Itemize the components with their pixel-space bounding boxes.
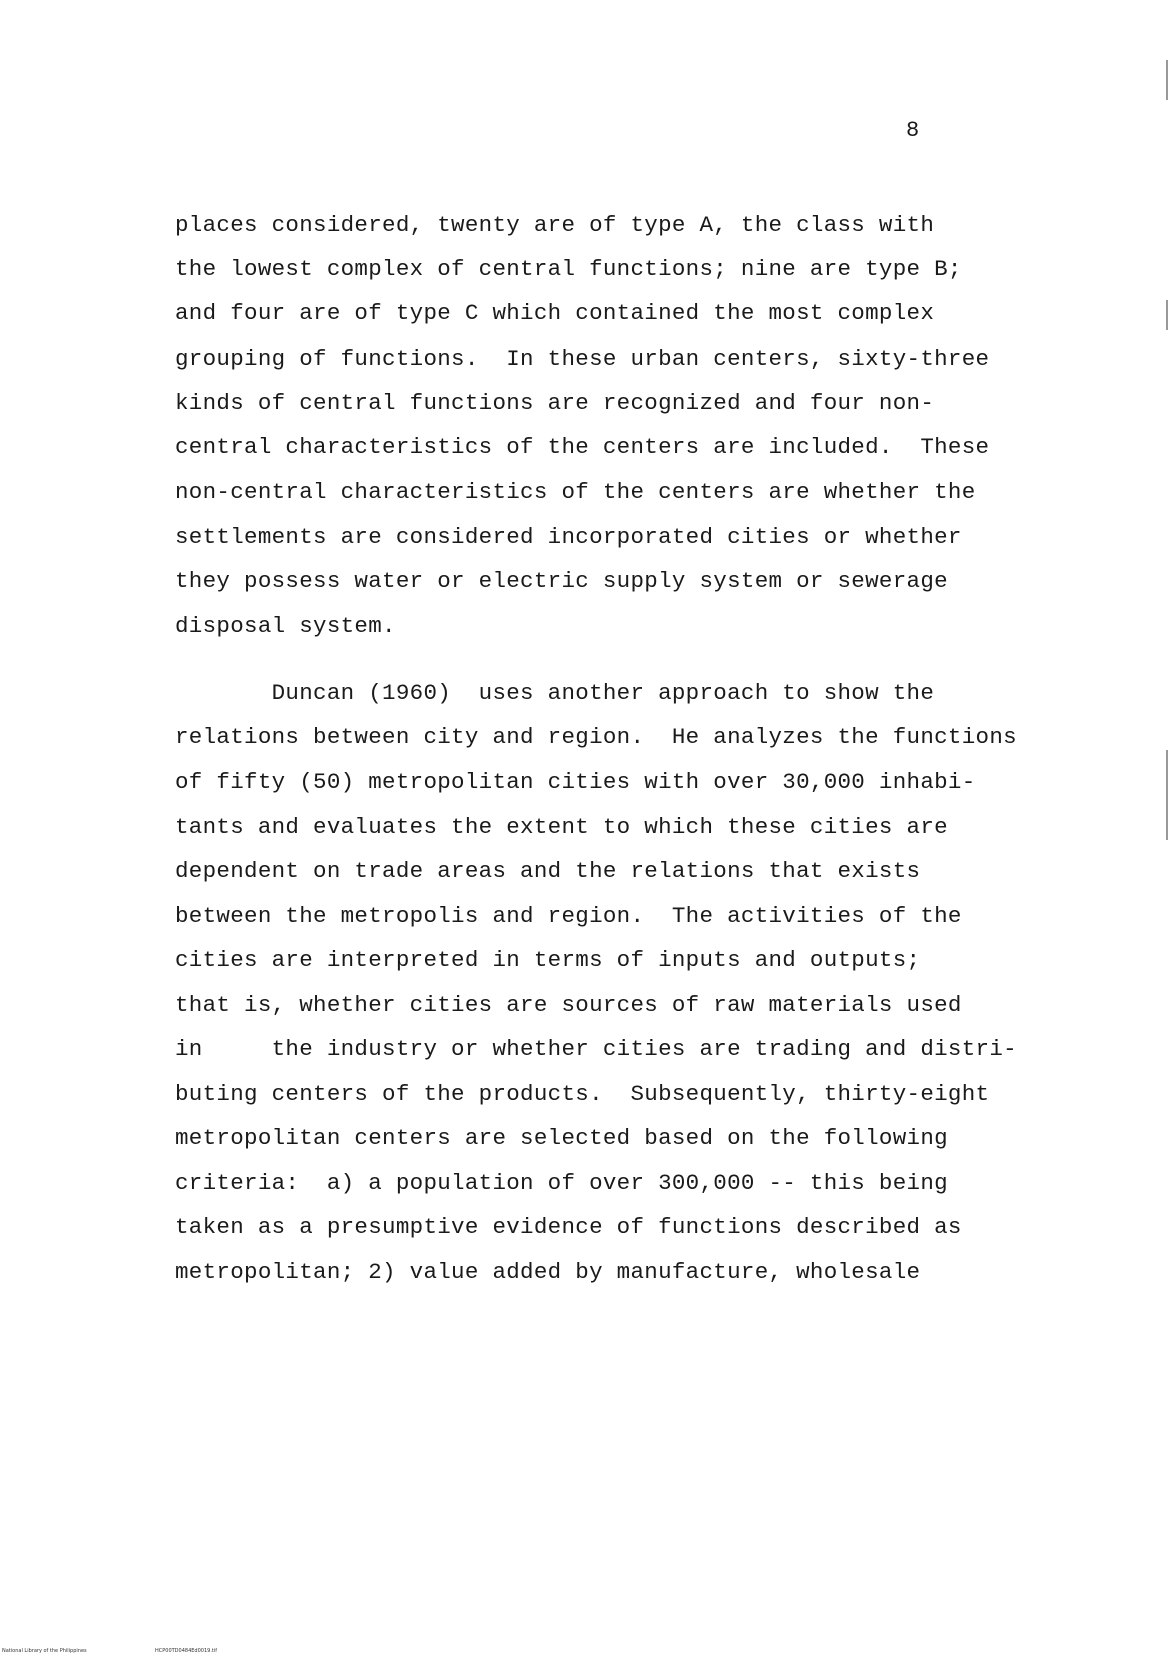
text-line: in the industry or whether cities are trading and distri- [175, 1036, 1017, 1062]
text-line: metropolitan; 2) value added by manufacture, wholesale [175, 1259, 921, 1285]
text-line: kinds of central functions are recognized and four non- [175, 390, 935, 416]
footer-file: HCP00TD0484Ed0019.tif [155, 1648, 218, 1654]
text-line: taken as a presumptive evidence of functions described as [175, 1214, 962, 1240]
footer-library: National Library of the Philippines [2, 1648, 87, 1654]
text-line: disposal system. [175, 613, 396, 639]
page-number: 8 [906, 118, 920, 143]
text-line: criteria: a) a population of over 300,000 -- this being [175, 1170, 948, 1196]
text-line: tants and evaluates the extent to which these cities are [175, 814, 948, 840]
text-line: that is, whether cities are sources of raw materials used [175, 992, 962, 1018]
text-line: relations between city and region. He analyzes the functions [175, 724, 1017, 750]
text-line: grouping of functions. In these urban centers, sixty-three [175, 346, 990, 372]
text-line: places considered, twenty are of type A, the class with [175, 212, 935, 238]
text-line: settlements are considered incorporated cities or whether [175, 524, 962, 550]
text-line: central characteristics of the centers are included. These [175, 434, 990, 460]
text-line: the lowest complex of central functions; nine are type B; [175, 256, 962, 282]
text-line: non-central characteristics of the centers are whether the [175, 479, 976, 505]
text-line: cities are interpreted in terms of inputs and outputs; [175, 947, 921, 973]
text-line: between the metropolis and region. The activities of the [175, 903, 962, 929]
text-line: they possess water or electric supply system or sewerage [175, 568, 948, 594]
text-line: Duncan (1960) uses another approach to show the [175, 680, 935, 706]
text-line: buting centers of the products. Subsequently, thirty-eight [175, 1081, 990, 1107]
text-line: dependent on trade areas and the relations that exists [175, 858, 921, 884]
text-line: of fifty (50) metropolitan cities with over 30,000 inhabi- [175, 769, 976, 795]
text-line: and four are of type C which contained the most complex [175, 300, 935, 326]
text-line: metropolitan centers are selected based on the following [175, 1125, 948, 1151]
